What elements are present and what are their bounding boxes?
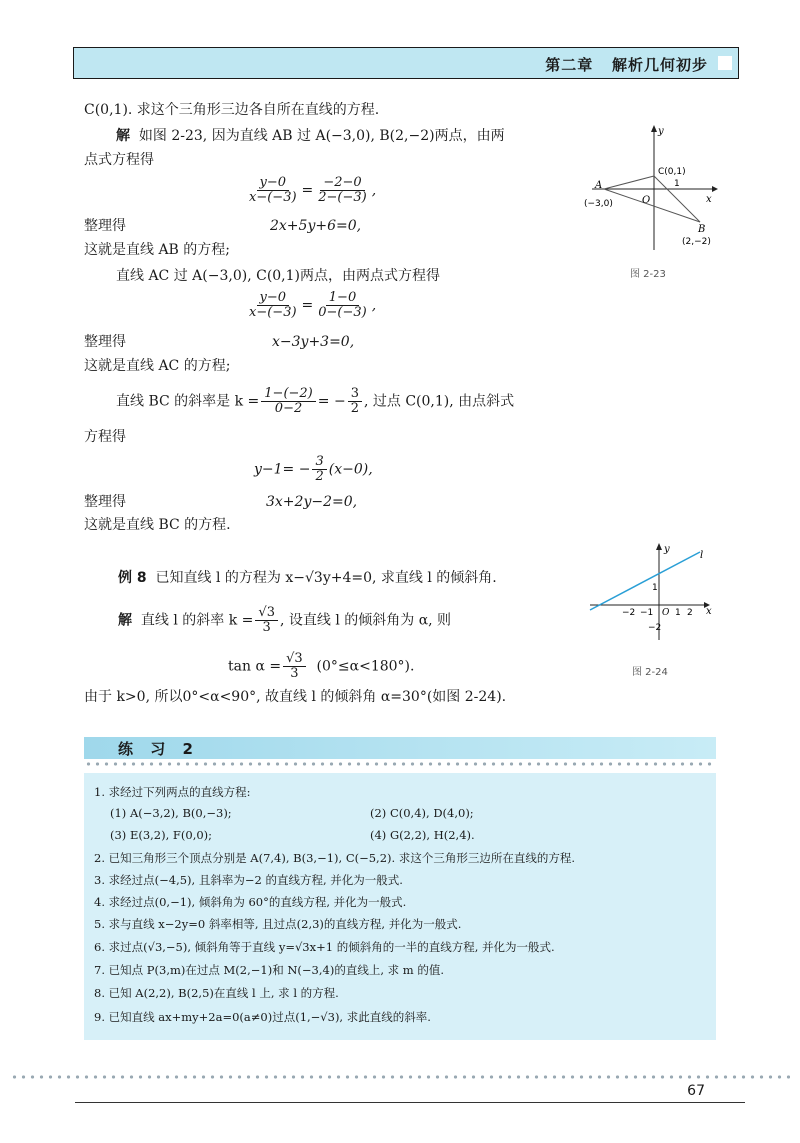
frac-num: √3 (255, 606, 278, 621)
x-axis-arrow (712, 186, 718, 192)
bc-text2: 方程得 (84, 429, 126, 445)
frac-num: √3 (283, 652, 306, 667)
equation-bc-result: 3x+2y−2=0, (266, 494, 358, 510)
fig23-label-b: B (698, 224, 706, 235)
segment-ac (604, 176, 654, 189)
solution2-line (118, 606, 451, 635)
fraction (315, 176, 369, 205)
chapter-name: 解析几何初步 (611, 56, 708, 74)
fig23-origin: O (642, 195, 651, 206)
eq-bc-lhs: y−1= − (254, 461, 311, 478)
equation-bc (254, 455, 373, 484)
header-square-decoration (718, 56, 732, 70)
bc-eq-minus: = − (317, 393, 346, 410)
eq-tail: , (371, 297, 377, 314)
exercise-item: 7. 已知点 P(3,m)在过点 M(2,−1)和 N(−3,4)的直线上, 求 m 的值. (94, 963, 444, 977)
figure-2-23 (582, 120, 718, 280)
solution1-line2: 点式方程得 (84, 152, 154, 168)
fig23-tick-1: 1 (674, 179, 680, 189)
example-text: 已知直线 l 的方程为 x−√3y+4=0, 求直线 l 的倾斜角. (155, 570, 497, 586)
fraction (315, 291, 369, 320)
exercise-item: 1. 求经过下列两点的直线方程: (94, 785, 251, 799)
frac-den: 2 (315, 469, 324, 484)
y-axis-arrow (651, 125, 657, 132)
line-l (590, 552, 700, 610)
frac-num: −2−0 (320, 176, 364, 191)
eq-bc-tail: (x−0), (328, 461, 373, 478)
frac-num: 3 (348, 387, 362, 402)
fraction (261, 387, 315, 416)
solution1-text: 如图 2-23, 因为直线 AB 过 A(−3,0), B(2,−2)两点，由两 (138, 128, 505, 144)
exercise-item: 9. 已知直线 ax+my+2a=0(a≠0)过点(1,−√3), 求此直线的斜率. (94, 1010, 431, 1024)
bc-prefix: 直线 BC 的斜率是 k = (116, 393, 260, 410)
this-is-ac: 这就是直线 AC 的方程; (84, 358, 231, 374)
tidy-label-2: 整理得 (84, 334, 126, 350)
exercise-item: 2. 已知三角形三个顶点分别是 A(7,4), B(3,−1), C(−5,2). 求这个三角形三边所在直线的方程. (94, 851, 575, 865)
tan-prefix: tan α = (228, 658, 282, 675)
exercise-box (84, 773, 716, 1040)
fig23-x-label: x (706, 194, 712, 205)
exercise-item: 6. 求过点(√3,−5), 倾斜角等于直线 y=√3x+1 的倾斜角的一半的直线方程, 并化为一般式. (94, 940, 555, 954)
frac-num: 3 (312, 455, 326, 470)
solution-label: 解 (116, 128, 130, 144)
example8 (118, 569, 497, 587)
equation-ab-result: 2x+5y+6=0, (270, 218, 362, 234)
exercise-title: 练 习 2 (118, 740, 199, 758)
frac-num: 1−(−2) (261, 387, 315, 402)
exercise-subitem: (2) C(0,4), D(4,0); (370, 806, 474, 820)
fraction (312, 455, 326, 484)
frac-den: 0−(−3) (318, 305, 367, 320)
fig23-label-c: C(0,1) (658, 167, 686, 177)
fig24-tick-x: −1 (640, 608, 654, 618)
fig23-label-a: A (595, 180, 603, 191)
frac-den: x−(−3) (249, 305, 297, 320)
equation-ac-result: x−3y+3=0, (272, 334, 355, 350)
footer-rule (75, 1102, 745, 1103)
segment-ab (604, 189, 700, 222)
fig24-y-label: y (664, 544, 670, 555)
figure-2-24 (582, 540, 718, 650)
fig23-a-coord: (−3,0) (584, 199, 613, 209)
bc-suffix: , 过点 C(0,1), 由点斜式 (363, 393, 515, 410)
frac-num: 1−0 (326, 291, 359, 306)
equation-ab: $\frac{y-0}{x-(-3)}$ = $\frac{-2-0}{2-(-3)}$ , (244, 176, 376, 205)
conclusion: 由于 k>0, 所以0°<α<90°, 故直线 l 的倾斜角 α=30°(如图 2-24). (84, 689, 507, 705)
this-is-ab: 这就是直线 AB 的方程; (84, 242, 231, 258)
frac-den: x−(−3) (249, 190, 297, 205)
fig24-origin: O (662, 608, 670, 618)
fig24-tick-x: 2 (687, 608, 693, 618)
frac-den: 3 (262, 620, 271, 635)
chapter-title (545, 54, 708, 75)
chapter-header (73, 47, 739, 79)
intro-line: C(0,1). 求这个三角形三边各自所在直线的方程. (84, 102, 380, 118)
fig24-line-label: l (700, 550, 704, 561)
tidy-label-1: 整理得 (84, 218, 126, 234)
exercise-header (84, 737, 716, 759)
frac-den: 2 (350, 401, 359, 416)
footer-dotted-divider (10, 1075, 790, 1079)
fraction (348, 387, 362, 416)
fig23-caption: 图 2-23 (630, 269, 666, 280)
fig24-tick-y: 1 (652, 583, 658, 593)
frac-den: 2−(−3) (318, 190, 367, 205)
fraction (255, 606, 278, 635)
sol2-prefix: 直线 l 的斜率 k = (140, 612, 254, 629)
fraction (246, 291, 300, 320)
this-is-bc: 这就是直线 BC 的方程. (84, 517, 231, 533)
exercise-item: 4. 求经过点(0,−1), 倾斜角为 60°的直线方程, 并化为一般式. (94, 895, 407, 909)
page-number: 67 (687, 1083, 705, 1099)
frac-num: y−0 (257, 176, 290, 191)
exercise-subitem: (3) E(3,2), F(0,0); (110, 828, 213, 842)
equation-ac: $\frac{y-0}{x-(-3)}$ = $\frac{1-0}{0-(-3)}$ , (244, 291, 376, 320)
y-axis-arrow (656, 543, 662, 550)
sol2-suffix: , 设直线 l 的倾斜角为 α, 则 (279, 612, 452, 629)
frac-num: y−0 (257, 291, 290, 306)
example-label: 例 8 (118, 570, 147, 586)
fraction (246, 176, 300, 205)
frac-den: 0−2 (274, 401, 303, 416)
tan-equation (228, 652, 414, 681)
exercise-subitem: (1) A(−3,2), B(0,−3); (110, 806, 232, 820)
ac-text: 直线 AC 过 A(−3,0), C(0,1)两点，由两点式方程得 (116, 268, 441, 284)
exercise-subitem: (4) G(2,2), H(2,4). (370, 828, 475, 842)
exercise-item: 5. 求与直线 x−2y=0 斜率相等, 且过点(2,3)的直线方程, 并化为一般式. (94, 917, 462, 931)
chapter-number: 第二章 (545, 56, 594, 74)
fig23-b-coord: (2,−2) (682, 237, 711, 247)
exercise-item: 8. 已知 A(2,2), B(2,5)在直线 l 上, 求 l 的方程. (94, 986, 339, 1000)
fig23-y-label: y (658, 126, 664, 137)
solution-label: 解 (118, 612, 132, 629)
fig24-tick-y: −2 (648, 623, 662, 633)
fig24-caption: 图 2-24 (632, 667, 668, 678)
fig24-tick-x: 1 (675, 608, 681, 618)
exercise-item: 3. 求经过点(−4,5), 且斜率为−2 的直线方程, 并化为一般式. (94, 873, 403, 887)
fig24-x-label: x (706, 606, 712, 617)
bc-slope-line (116, 387, 514, 416)
solution1-line1 (116, 127, 505, 145)
tidy-label-3: 整理得 (84, 494, 126, 510)
fig24-tick-x: −2 (622, 608, 636, 618)
tan-suffix: (0°≤α<180°). (316, 658, 415, 675)
exercise-dotted-divider (84, 762, 716, 766)
frac-den: 3 (290, 666, 299, 681)
eq-tail: , (371, 182, 377, 199)
fraction (283, 652, 306, 681)
